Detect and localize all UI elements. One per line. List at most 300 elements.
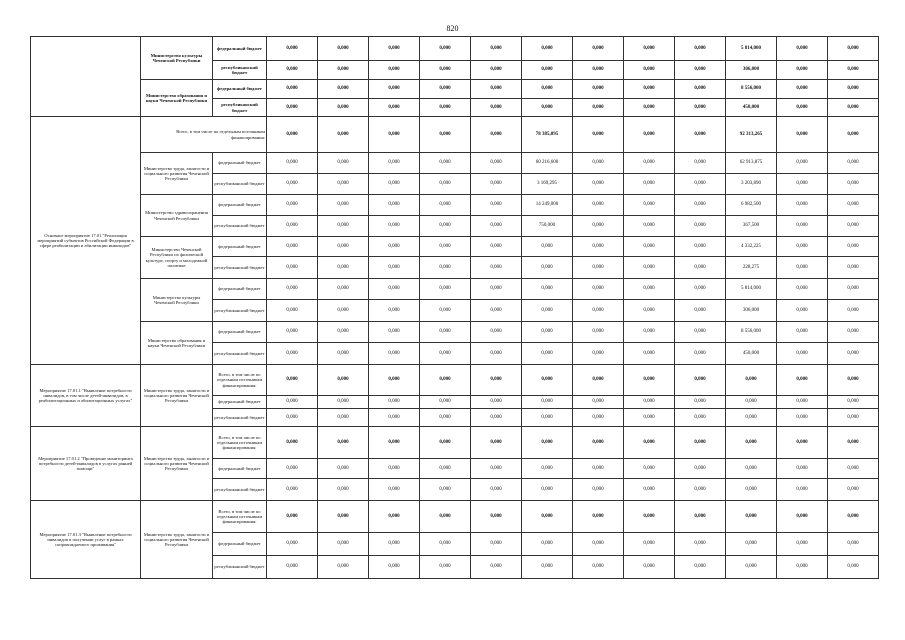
value-cell: 0,000 [318, 365, 369, 396]
value-cell: 0,000 [777, 459, 828, 479]
value-cell: 0,000 [369, 322, 420, 343]
value-cell: 0,000 [420, 459, 471, 479]
value-cell: 0,000 [369, 409, 420, 427]
value-cell: 0,000 [369, 365, 420, 396]
value-cell: 0,000 [267, 61, 318, 80]
value-cell: 0,000 [624, 37, 675, 61]
value-cell: 92 313,265 [726, 117, 777, 153]
value-cell: 0,000 [573, 300, 624, 322]
label-cell: республиканский бюджет [213, 99, 267, 117]
value-cell: 0,000 [828, 409, 879, 427]
label-cell: Всего, в том числе по отдельным источникам финансирования: [213, 365, 267, 396]
value-cell: 0,000 [318, 322, 369, 343]
value-cell: 0,000 [471, 216, 522, 237]
value-cell: 0,000 [318, 427, 369, 459]
value-cell: 0,000 [828, 479, 879, 501]
label-cell: Министерство труда, занятости и социального развития Чеченской Республики [141, 153, 213, 195]
value-cell: 0,000 [726, 479, 777, 501]
label-cell: федеральный бюджет [213, 237, 267, 257]
value-cell: 0,000 [471, 257, 522, 279]
value-cell: 0,000 [267, 216, 318, 237]
value-cell: 0,000 [675, 80, 726, 99]
value-cell: 0,000 [573, 216, 624, 237]
value-cell: 0,000 [828, 396, 879, 409]
value-cell: 0,000 [420, 501, 471, 533]
value-cell: 0,000 [573, 174, 624, 195]
value-cell: 0,000 [522, 279, 573, 300]
value-cell: 306,000 [726, 300, 777, 322]
value-cell: 0,000 [420, 216, 471, 237]
value-cell: 0,000 [369, 556, 420, 579]
value-cell: 0,000 [471, 396, 522, 409]
value-cell: 5 814,000 [726, 37, 777, 61]
value-cell: 0,000 [828, 459, 879, 479]
value-cell: 0,000 [420, 479, 471, 501]
label-cell: федеральный бюджет [213, 396, 267, 409]
value-cell: 3 203,890 [726, 174, 777, 195]
label-cell: федеральный бюджет [213, 533, 267, 556]
value-cell: 0,000 [522, 479, 573, 501]
value-cell: 0,000 [522, 80, 573, 99]
label-cell: Мероприятие 17.01.2 "Проведение мониторинга потребности детей-инвалидов в услугах ранней помощи" [31, 427, 141, 501]
value-cell: 0,000 [624, 216, 675, 237]
value-cell: 228,275 [726, 257, 777, 279]
value-cell: 0,000 [675, 365, 726, 396]
value-cell: 0,000 [267, 322, 318, 343]
value-cell: 3 169,295 [522, 174, 573, 195]
value-cell: 0,000 [624, 459, 675, 479]
value-cell: 0,000 [420, 300, 471, 322]
value-cell: 0,000 [420, 117, 471, 153]
value-cell: 0,000 [675, 343, 726, 365]
value-cell: 0,000 [420, 279, 471, 300]
value-cell: 0,000 [471, 459, 522, 479]
label-cell: Министерство образования и науки Чеченской Республики [141, 322, 213, 365]
label-cell: федеральный бюджет [213, 279, 267, 300]
value-cell: 0,000 [624, 117, 675, 153]
value-cell: 0,000 [471, 322, 522, 343]
value-cell: 0,000 [522, 257, 573, 279]
value-cell: 0,000 [828, 61, 879, 80]
value-cell: 0,000 [318, 459, 369, 479]
value-cell: 0,000 [420, 343, 471, 365]
value-cell: 0,000 [675, 322, 726, 343]
value-cell: 0,000 [318, 279, 369, 300]
value-cell: 0,000 [624, 153, 675, 174]
value-cell: 0,000 [369, 479, 420, 501]
value-cell: 0,000 [828, 195, 879, 216]
value-cell: 0,000 [420, 80, 471, 99]
value-cell: 0,000 [675, 556, 726, 579]
value-cell: 0,000 [420, 37, 471, 61]
value-cell: 0,000 [267, 237, 318, 257]
value-cell: 0,000 [267, 300, 318, 322]
value-cell: 0,000 [777, 300, 828, 322]
value-cell: 0,000 [573, 556, 624, 579]
label-cell: республиканский бюджет [213, 61, 267, 80]
value-cell: 0,000 [522, 409, 573, 427]
value-cell: 0,000 [675, 237, 726, 257]
value-cell: 0,000 [471, 343, 522, 365]
value-cell: 0,000 [777, 61, 828, 80]
value-cell: 0,000 [828, 365, 879, 396]
value-cell: 0,000 [420, 257, 471, 279]
value-cell: 450,000 [726, 99, 777, 117]
value-cell: 0,000 [522, 300, 573, 322]
label-cell: республиканский бюджет [213, 556, 267, 579]
value-cell: 0,000 [369, 153, 420, 174]
value-cell: 0,000 [624, 300, 675, 322]
value-cell: 0,000 [471, 117, 522, 153]
value-cell: 0,000 [675, 257, 726, 279]
value-cell: 0,000 [369, 427, 420, 459]
value-cell: 0,000 [726, 427, 777, 459]
value-cell: 0,000 [522, 61, 573, 80]
value-cell: 0,000 [828, 153, 879, 174]
value-cell: 0,000 [624, 99, 675, 117]
value-cell: 0,000 [777, 501, 828, 533]
value-cell: 0,000 [369, 300, 420, 322]
budget-table [30, 36, 879, 579]
value-cell: 0,000 [471, 153, 522, 174]
value-cell: 0,000 [369, 195, 420, 216]
value-cell: 0,000 [318, 237, 369, 257]
value-cell: 0,000 [777, 409, 828, 427]
value-cell: 0,000 [675, 459, 726, 479]
table-row [31, 279, 879, 300]
value-cell: 0,000 [675, 195, 726, 216]
value-cell: 4 332,225 [726, 237, 777, 257]
value-cell: 0,000 [828, 216, 879, 237]
page-number: 820 [446, 24, 459, 33]
value-cell: 0,000 [318, 80, 369, 99]
label-cell: федеральный бюджет [213, 459, 267, 479]
table-row [31, 117, 879, 153]
value-cell: 0,000 [318, 409, 369, 427]
value-cell: 0,000 [318, 153, 369, 174]
value-cell: 0,000 [777, 427, 828, 459]
value-cell: 0,000 [318, 533, 369, 556]
value-cell: 0,000 [522, 322, 573, 343]
value-cell: 0,000 [471, 556, 522, 579]
value-cell: 0,000 [471, 300, 522, 322]
value-cell: 0,000 [828, 343, 879, 365]
value-cell: 0,000 [573, 195, 624, 216]
table-row [31, 153, 879, 174]
value-cell: 0,000 [369, 61, 420, 80]
value-cell: 0,000 [369, 533, 420, 556]
value-cell: 0,000 [573, 153, 624, 174]
value-cell: 0,000 [828, 556, 879, 579]
value-cell: 0,000 [675, 533, 726, 556]
value-cell: 0,000 [573, 279, 624, 300]
value-cell: 0,000 [318, 174, 369, 195]
label-cell: республиканский бюджет [213, 409, 267, 427]
value-cell: 0,000 [726, 556, 777, 579]
value-cell: 0,000 [267, 257, 318, 279]
value-cell: 0,000 [318, 501, 369, 533]
value-cell: 78 385,095 [522, 117, 573, 153]
value-cell: 0,000 [624, 322, 675, 343]
value-cell: 0,000 [420, 237, 471, 257]
label-cell: Министерство труда, занятости и социального развития Чеченской Республики [141, 365, 213, 427]
value-cell: 0,000 [318, 396, 369, 409]
value-cell: 0,000 [318, 479, 369, 501]
label-cell: Министерство Чеченской Республики по физической культуре, спорту и молодежной политике [141, 237, 213, 279]
value-cell: 0,000 [420, 61, 471, 80]
value-cell: 0,000 [369, 216, 420, 237]
value-cell: 0,000 [777, 174, 828, 195]
value-cell: 0,000 [624, 61, 675, 80]
value-cell: 0,000 [522, 533, 573, 556]
label-cell: республиканский бюджет [213, 343, 267, 365]
value-cell: 0,000 [624, 279, 675, 300]
value-cell: 0,000 [471, 99, 522, 117]
value-cell: 0,000 [573, 343, 624, 365]
value-cell: 0,000 [777, 153, 828, 174]
value-cell: 0,000 [471, 409, 522, 427]
value-cell: 6 982,500 [726, 195, 777, 216]
value-cell: 0,000 [420, 365, 471, 396]
value-cell: 0,000 [471, 61, 522, 80]
value-cell: 0,000 [318, 61, 369, 80]
label-cell: Министерство культуры Чеченской Республики [141, 37, 213, 80]
value-cell: 0,000 [624, 479, 675, 501]
value-cell: 0,000 [522, 396, 573, 409]
value-cell: 0,000 [267, 343, 318, 365]
value-cell: 0,000 [777, 80, 828, 99]
value-cell: 0,000 [624, 343, 675, 365]
value-cell: 0,000 [267, 427, 318, 459]
value-cell: 0,000 [267, 533, 318, 556]
value-cell: 0,000 [624, 396, 675, 409]
value-cell: 14 249,000 [522, 195, 573, 216]
value-cell: 0,000 [828, 80, 879, 99]
label-cell: Мероприятие 17.01.3 "Выявление потребности инвалидов в получении услуг в рамках сопровождаемого проживания" [31, 501, 141, 579]
value-cell: 0,000 [267, 365, 318, 396]
label-cell: федеральный бюджет [213, 153, 267, 174]
value-cell: 0,000 [675, 279, 726, 300]
value-cell: 0,000 [573, 80, 624, 99]
value-cell: 0,000 [318, 37, 369, 61]
value-cell: 0,000 [675, 300, 726, 322]
value-cell: 0,000 [726, 533, 777, 556]
label-cell: Мероприятие 17.01.1 "Выявление потребности инвалидов, в том числе детей-инвалидов, в реабилитационных и абилитационных услугах" [31, 365, 141, 427]
value-cell: 0,000 [573, 37, 624, 61]
value-cell: 0,000 [267, 99, 318, 117]
value-cell: 0,000 [675, 99, 726, 117]
label-cell: Всего, в том числе по отдельным источникам финансирования: [213, 501, 267, 533]
table-row [31, 365, 879, 396]
table-row [31, 322, 879, 343]
value-cell: 0,000 [522, 343, 573, 365]
table-row [31, 195, 879, 216]
value-cell: 0,000 [777, 99, 828, 117]
value-cell: 0,000 [420, 322, 471, 343]
value-cell: 0,000 [675, 427, 726, 459]
value-cell: 0,000 [471, 279, 522, 300]
value-cell: 0,000 [777, 396, 828, 409]
value-cell: 0,000 [828, 37, 879, 61]
value-cell: 0,000 [624, 195, 675, 216]
value-cell: 0,000 [318, 99, 369, 117]
value-cell: 0,000 [777, 365, 828, 396]
value-cell: 0,000 [828, 533, 879, 556]
value-cell: 0,000 [318, 556, 369, 579]
value-cell: 0,000 [777, 556, 828, 579]
value-cell: 0,000 [726, 501, 777, 533]
value-cell: 0,000 [420, 396, 471, 409]
label-cell: республиканский бюджет [213, 300, 267, 322]
value-cell: 0,000 [624, 533, 675, 556]
table-row [31, 80, 879, 99]
value-cell: 0,000 [828, 237, 879, 257]
value-cell: 0,000 [624, 556, 675, 579]
label-cell: республиканский бюджет [213, 479, 267, 501]
value-cell: 0,000 [522, 99, 573, 117]
value-cell: 0,000 [318, 117, 369, 153]
table-row [31, 237, 879, 257]
label-cell: Министерство труда, занятости и социального развития Чеченской Республики [141, 501, 213, 579]
value-cell: 0,000 [267, 195, 318, 216]
value-cell: 0,000 [420, 195, 471, 216]
value-cell: 0,000 [573, 99, 624, 117]
value-cell: 0,000 [420, 174, 471, 195]
value-cell: 367,500 [726, 216, 777, 237]
value-cell: 0,000 [522, 556, 573, 579]
value-cell: 0,000 [369, 174, 420, 195]
value-cell: 0,000 [369, 80, 420, 99]
value-cell: 0,000 [267, 409, 318, 427]
value-cell: 0,000 [777, 117, 828, 153]
value-cell: 0,000 [828, 117, 879, 153]
value-cell: 5 814,000 [726, 279, 777, 300]
value-cell: 0,000 [471, 479, 522, 501]
value-cell: 0,000 [828, 174, 879, 195]
value-cell: 0,000 [624, 257, 675, 279]
value-cell: 0,000 [828, 257, 879, 279]
value-cell: 0,000 [624, 365, 675, 396]
value-cell: 62 913,875 [726, 153, 777, 174]
value-cell: 0,000 [675, 61, 726, 80]
value-cell: 0,000 [675, 501, 726, 533]
value-cell: 0,000 [624, 237, 675, 257]
value-cell: 0,000 [573, 409, 624, 427]
value-cell: 0,000 [369, 117, 420, 153]
value-cell: 0,000 [828, 279, 879, 300]
value-cell: 0,000 [573, 257, 624, 279]
label-cell: Основное мероприятие 17.01 "Реализация мероприятий субъектов Российской Федерации в сфере реабилитации и абилитации инвалидов" [31, 117, 141, 365]
value-cell: 450,000 [726, 343, 777, 365]
value-cell: 0,000 [777, 343, 828, 365]
value-cell: 0,000 [522, 501, 573, 533]
value-cell: 0,000 [777, 257, 828, 279]
value-cell: 0,000 [828, 427, 879, 459]
value-cell: 0,000 [369, 99, 420, 117]
value-cell: 306,000 [726, 61, 777, 80]
value-cell: 0,000 [777, 322, 828, 343]
value-cell: 0,000 [420, 153, 471, 174]
value-cell: 0,000 [267, 117, 318, 153]
value-cell: 0,000 [726, 365, 777, 396]
value-cell: 0,000 [573, 117, 624, 153]
value-cell: 0,000 [522, 37, 573, 61]
value-cell: 0,000 [777, 237, 828, 257]
value-cell: 0,000 [777, 195, 828, 216]
value-cell: 0,000 [369, 279, 420, 300]
value-cell: 0,000 [318, 300, 369, 322]
value-cell: 0,000 [675, 216, 726, 237]
value-cell: 0,000 [828, 300, 879, 322]
value-cell: 0,000 [267, 459, 318, 479]
value-cell: 0,000 [267, 279, 318, 300]
value-cell: 0,000 [420, 556, 471, 579]
value-cell: 0,000 [369, 257, 420, 279]
table-row [31, 501, 879, 533]
label-cell: республиканский бюджет [213, 257, 267, 279]
value-cell: 0,000 [420, 427, 471, 459]
value-cell: 0,000 [624, 501, 675, 533]
value-cell: 0,000 [624, 409, 675, 427]
value-cell: 0,000 [369, 237, 420, 257]
value-cell: 0,000 [726, 396, 777, 409]
value-cell: 0,000 [675, 174, 726, 195]
value-cell: 0,000 [777, 479, 828, 501]
value-cell: 0,000 [267, 80, 318, 99]
label-cell: Всего, в том числе по отдельным источникам финансирования: [213, 427, 267, 459]
value-cell: 0,000 [777, 533, 828, 556]
value-cell: 0,000 [675, 479, 726, 501]
value-cell: 0,000 [675, 117, 726, 153]
value-cell: 0,000 [471, 80, 522, 99]
value-cell: 0,000 [522, 237, 573, 257]
value-cell: 0,000 [267, 479, 318, 501]
value-cell: 0,000 [318, 343, 369, 365]
value-cell: 0,000 [420, 99, 471, 117]
value-cell: 0,000 [675, 153, 726, 174]
value-cell: 0,000 [624, 427, 675, 459]
label-cell: федеральный бюджет [213, 195, 267, 216]
label-cell: Министерство труда, занятости и социального развития Чеченской Республики [141, 427, 213, 501]
value-cell: 0,000 [522, 459, 573, 479]
value-cell: 0,000 [267, 556, 318, 579]
value-cell: 0,000 [573, 322, 624, 343]
label-cell: федеральный бюджет [213, 80, 267, 99]
value-cell: 0,000 [267, 153, 318, 174]
label-cell: республиканский бюджет [213, 174, 267, 195]
value-cell: 0,000 [471, 37, 522, 61]
value-cell: 0,000 [420, 533, 471, 556]
value-cell: 0,000 [318, 216, 369, 237]
value-cell: 0,000 [369, 343, 420, 365]
value-cell: 0,000 [777, 279, 828, 300]
value-cell: 0,000 [573, 501, 624, 533]
value-cell: 0,000 [573, 396, 624, 409]
value-cell: 0,000 [420, 409, 471, 427]
value-cell: 60 216,600 [522, 153, 573, 174]
value-cell: 0,000 [573, 427, 624, 459]
value-cell: 0,000 [573, 459, 624, 479]
value-cell: 0,000 [471, 237, 522, 257]
value-cell: 0,000 [522, 365, 573, 396]
value-cell: 0,000 [471, 174, 522, 195]
value-cell: 0,000 [267, 396, 318, 409]
table-row [31, 37, 879, 61]
value-cell: 0,000 [726, 409, 777, 427]
value-cell: 0,000 [573, 479, 624, 501]
label-cell: Министерство образования и науки Чеченской Республики [141, 80, 213, 117]
value-cell: 0,000 [828, 99, 879, 117]
